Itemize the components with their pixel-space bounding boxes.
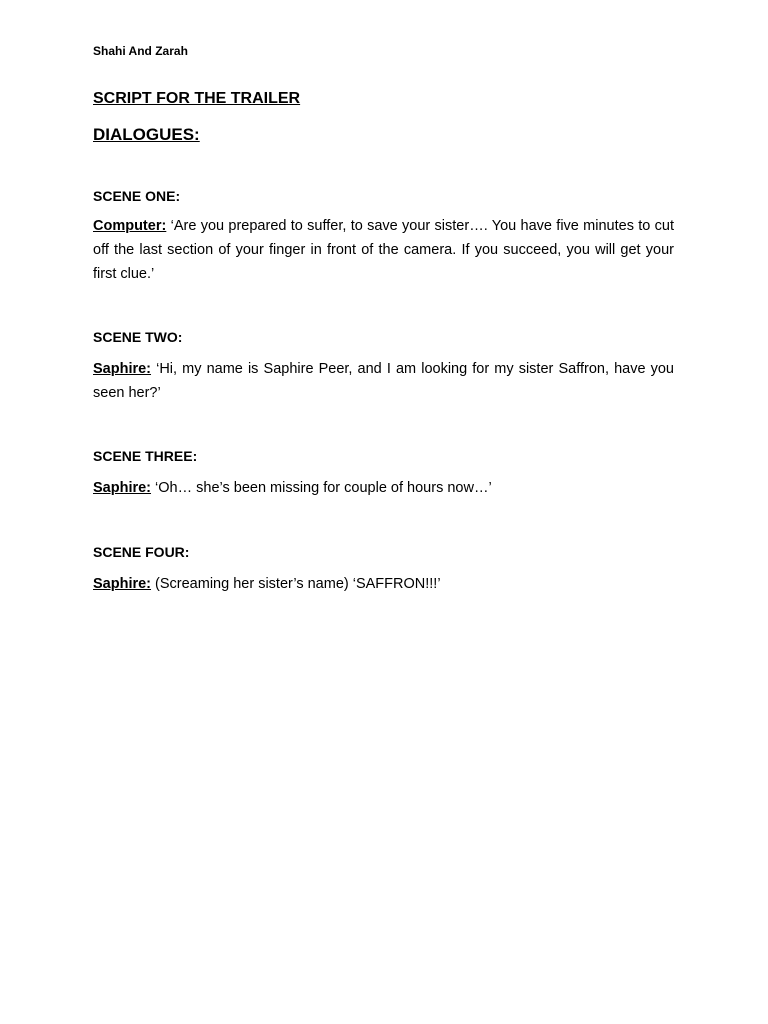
scene-two-dialogue <box>93 357 674 405</box>
scene-one-speaker: Computer: <box>93 218 167 234</box>
scene-four-dialogue <box>93 572 674 596</box>
scene-three-speaker: Saphire: <box>93 480 152 496</box>
scene-three-heading: SCENE THREE: <box>93 448 198 464</box>
scene-four-speaker: Saphire: <box>93 576 152 592</box>
page-header-authors: Shahi And Zarah <box>93 44 188 58</box>
scene-four-line: (Screaming her sister’s name) ‘SAFFRON!!!’ <box>151 576 441 592</box>
dialogues-title: DIALOGUES: <box>93 125 200 144</box>
script-title: SCRIPT FOR THE TRAILER <box>93 90 301 107</box>
scene-one-heading: SCENE ONE: <box>93 188 181 204</box>
scene-three-line: ‘Oh… she’s been missing for couple of hours now…’ <box>151 480 492 496</box>
scene-three-dialogue <box>93 476 674 500</box>
scene-two-heading: SCENE TWO: <box>93 329 183 345</box>
scene-two-line: ‘Hi, my name is Saphire Peer, and I am looking for my sister Saffron, have you seen her?’ <box>93 361 674 401</box>
scene-one-dialogue <box>93 214 674 286</box>
scene-one-line: ‘Are you prepared to suffer, to save your sister…. You have five minutes to cut off the last section of your finger in front of the camera. If you succeed, you will get your first clue.’ <box>93 218 674 282</box>
scene-two-speaker: Saphire: <box>93 361 152 377</box>
scene-four-heading: SCENE FOUR: <box>93 544 190 560</box>
